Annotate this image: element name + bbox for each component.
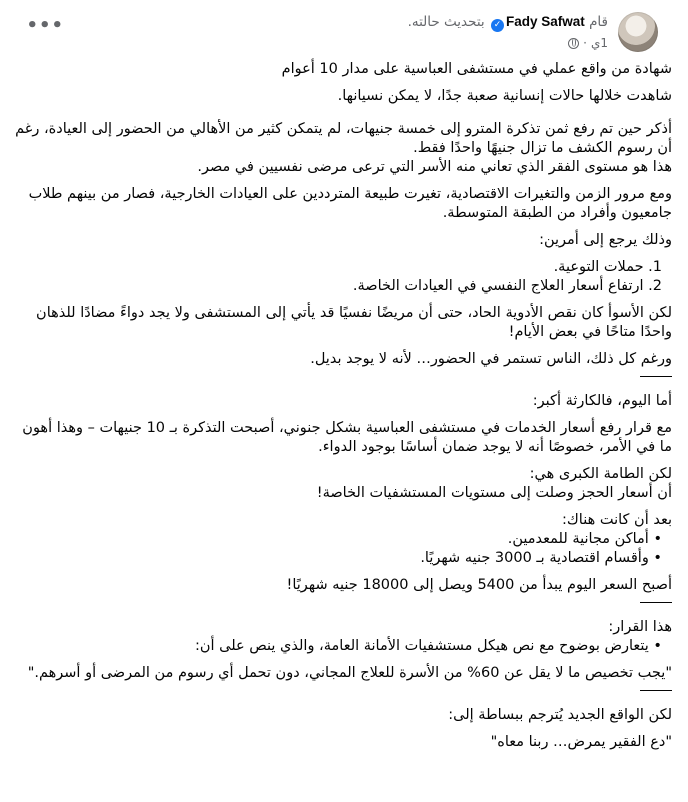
post-paragraph: "دع الفقير يمرض… ربنا معاه" (490, 734, 672, 750)
section-divider (14, 369, 672, 384)
status-line (408, 13, 608, 32)
author-avatar[interactable] (618, 12, 658, 52)
post-paragraph: لكن الواقع الجديد يُترجم ببساطة إلى: (448, 707, 672, 723)
post-paragraph: ورغم كل ذلك، الناس تستمر في الحضور… لأنه لا يوجد بديل. (310, 351, 672, 367)
list-item: 1. حملات التوعية. (553, 259, 662, 275)
post-paragraph: أن أسعار الحجز وصلت إلى مستويات المستشفيات الخاصة! (316, 485, 672, 501)
post-paragraph: لكن الطامة الكبرى هي: (529, 466, 672, 482)
list-item: 2. ارتفاع أسعار العلاج النفسي في العيادات الخاصة. (352, 278, 662, 294)
post-paragraph: هذا القرار: (608, 619, 672, 635)
section-divider (14, 683, 672, 698)
post-header (14, 0, 672, 56)
list-item: • يتعارض بوضوح مع نص هيكل مستشفيات الأمانة العامة، والذي ينص على أن: (194, 638, 662, 654)
post-paragraph: بعد أن كانت هناك: (561, 512, 672, 528)
post-paragraph: أما اليوم، فالكارثة أكبر: (532, 393, 672, 409)
globe-icon[interactable] (568, 38, 579, 49)
post-heading (408, 13, 608, 52)
post-paragraph: لكن الأسوأ كان نقص الأدوية الحاد، حتى أن مريضًا نفسيًا قد يأتي إلى المستشفى ولا يجد دواءً مضادًا للذهان واحدًا متاحًا في بعض الأيام! (36, 305, 672, 340)
more-options-button[interactable]: ••• (26, 15, 64, 36)
post-content (14, 60, 672, 752)
post-paragraph: شهادة من واقع عملي في مستشفى العباسية على مدار 10 أعوام (281, 61, 672, 77)
list-item: • وأقسام اقتصادية بـ 3000 جنيه شهريًا. (420, 550, 662, 566)
post-meta (408, 34, 608, 52)
action-suffix: بتحديث حالته. (407, 14, 485, 30)
post-paragraph: هذا هو مستوى الفقر الذي تعاني منه الأسر التي ترعى مرضى نفسيين في مصر. (197, 159, 672, 175)
post-paragraph: وذلك يرجع إلى أمرين: (539, 232, 672, 248)
post-paragraph: "يجب تخصيص ما لا يقل عن 60% من الأسرة للعلاج المجاني، دون تحمل أي رسوم من المرضى أو أسرهم." (27, 665, 672, 681)
post-paragraph: مع قرار رفع أسعار الخدمات في مستشفى العباسية بشكل جنوني، أصبحت التذكرة بـ 10 جنيهات – وهذا أهون ما في الأمر، خصوصًا أنه لا يوجد ضمان أساسًا بوجود الدواء. (22, 420, 672, 455)
action-prefix: قام (589, 14, 608, 30)
post-paragraph: شاهدت خلالها حالات إنسانية صعبة جدًا، لا يمكن نسيانها. (337, 88, 672, 104)
verified-badge-icon: ✓ (491, 19, 504, 32)
list-item: • أماكن مجانية للمعدمين. (507, 531, 662, 547)
post-paragraph: أذكر حين تم رفع ثمن تذكرة المترو إلى خمسة جنيهات، لم يتمكن كثير من الأهالي من الحضور إلى العيادة، رغم أن رسوم الكشف ما تزال جنيهًا واحدًا فقط. (15, 121, 672, 156)
author-name[interactable]: Fady Safwat (505, 14, 585, 29)
post-paragraph: أصبح السعر اليوم يبدأ من 5400 ويصل إلى 18000 جنيه شهريًا! (286, 577, 672, 593)
dot-separator: · (583, 36, 587, 50)
post-time[interactable]: 1ي (590, 36, 608, 50)
section-divider (14, 595, 672, 610)
post-paragraph: ومع مرور الزمن والتغيرات الاقتصادية، تغيرت طبيعة المترددين على العيادات الخارجية، فصار من بينهم طلاب جامعيون وأفراد من الطبقة المتوسطة. (28, 186, 672, 221)
